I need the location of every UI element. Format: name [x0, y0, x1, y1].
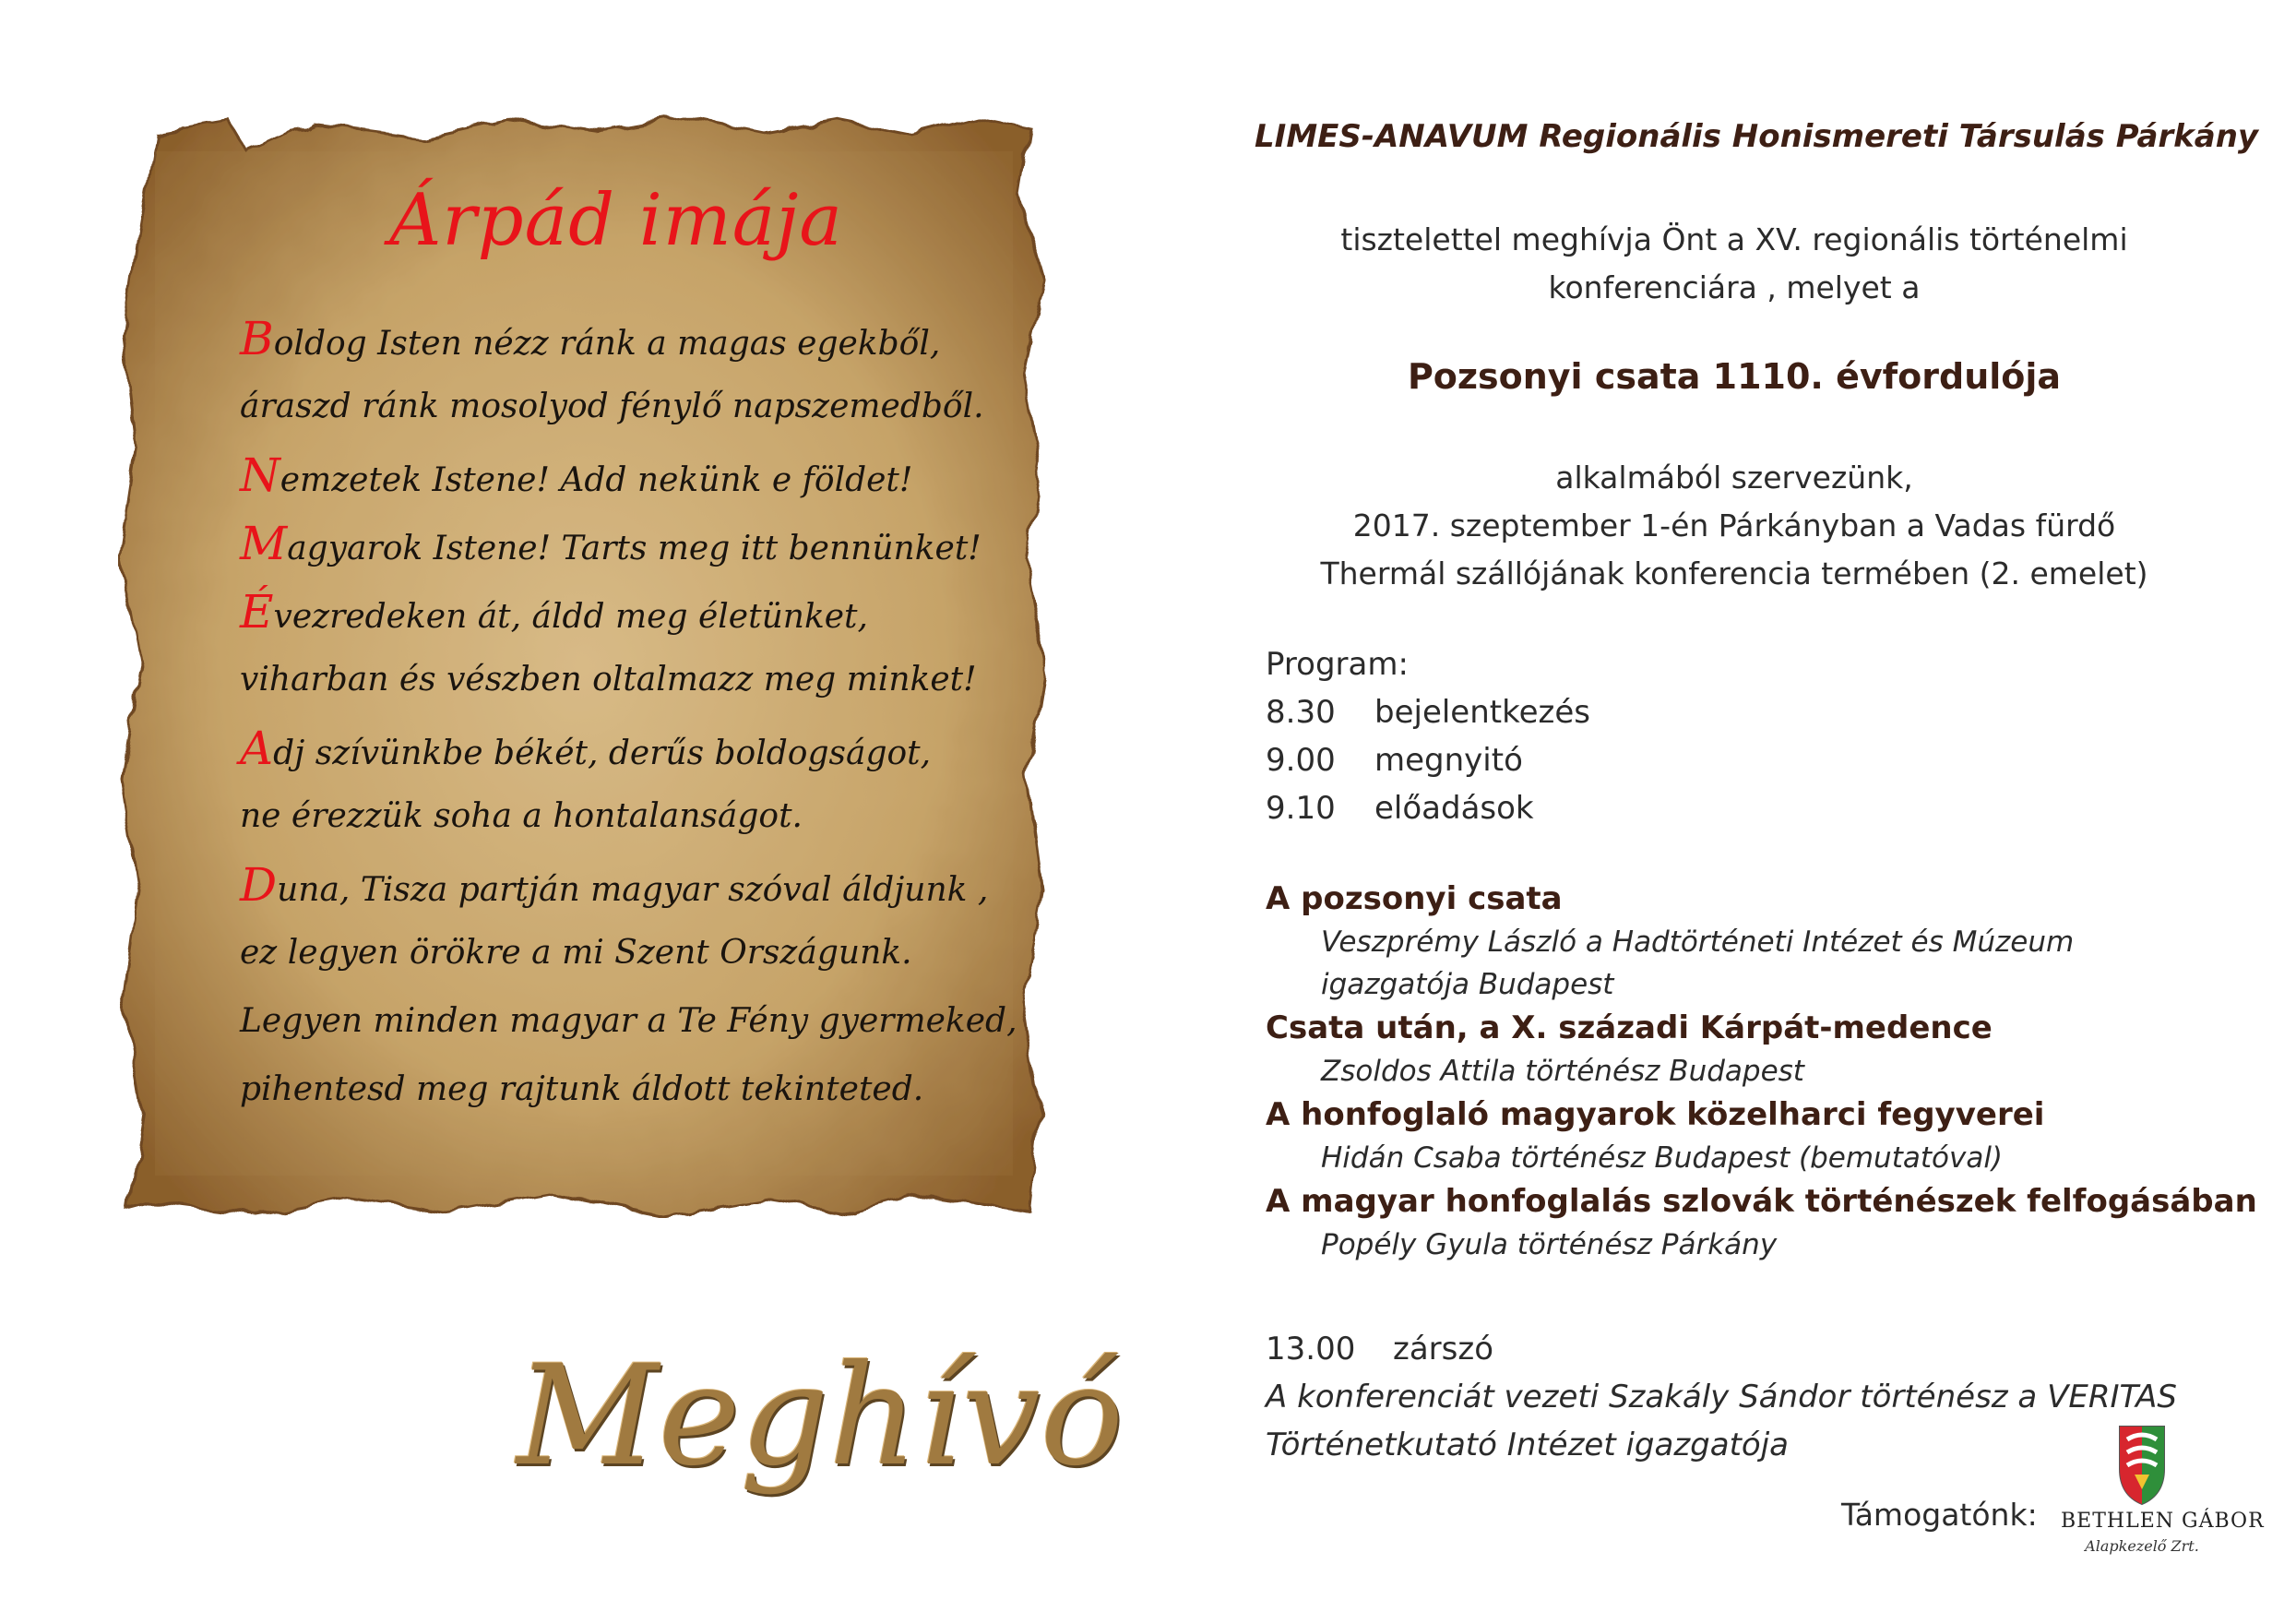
program-time: 9.10 — [1266, 790, 1336, 827]
chair-line: Történetkutató Intézet igazgatója — [1266, 1427, 1790, 1463]
event-title: Pozsonyi csata 1110. évfordulója — [1407, 356, 2062, 397]
poem-line-text: una, Tisza partján magyar szóval áldjunk , — [277, 871, 989, 909]
poem-initial: M — [240, 517, 288, 570]
poem-initial: B — [240, 312, 274, 365]
poem-line — [240, 373, 1033, 441]
program-item — [1266, 736, 1590, 784]
talk-title: Csata után, a X. századi Kárpát-medence — [1266, 1009, 1993, 1046]
poem-title: Árpád imája — [389, 179, 843, 262]
program-list — [1266, 640, 1590, 832]
poem-line-text: pihentesd meg rajtunk áldott tekinteted. — [240, 1070, 924, 1108]
poem-line — [240, 714, 1033, 782]
sponsor-logo — [2061, 1421, 2265, 1559]
talk-title: A honfoglaló magyarok közelharci fegyverei — [1266, 1096, 2045, 1133]
talk-speaker: Veszprémy László a Hadtörténeti Intézet és Múzeum — [1321, 925, 2075, 959]
poem-line-text: oldog Isten nézz ránk a magas egekből, — [273, 325, 941, 363]
poem-line — [240, 987, 1033, 1056]
poem-line — [240, 646, 1033, 714]
shield-icon — [2061, 1421, 2223, 1510]
poem-line-text: Legyen minden magyar a Te Fény gyermeked, — [240, 1002, 1017, 1040]
poem-initial: É — [240, 585, 274, 639]
poem-line-text: agyarok Istene! Tarts meg itt bennünket! — [287, 530, 981, 567]
poem-initial: D — [240, 858, 278, 912]
program-item — [1266, 688, 1590, 736]
invite-text — [1255, 216, 2214, 312]
talk-title: A pozsonyi csata — [1266, 880, 1563, 917]
poem-line — [240, 509, 1033, 578]
poem-line — [240, 919, 1033, 987]
poem-line-text: viharban és vészben oltalmazz meg minket! — [240, 661, 977, 699]
poem-line — [240, 782, 1033, 851]
occasion-line: 2017. szeptember 1-én Párkányban a Vadas fürdő — [1352, 508, 2116, 543]
program-time: 9.00 — [1266, 742, 1336, 779]
invitation-heading — [517, 1318, 1124, 1539]
occasion-line: Thermál szállójának konferencia termében (2. emelet) — [1320, 555, 2148, 591]
talk-title: A magyar honfoglalás szlovák történészek felfogásában — [1266, 1183, 2257, 1220]
closing-label: zárszó — [1393, 1331, 1494, 1367]
chair-line: A konferenciát vezeti Szakály Sándor történész a VERITAS — [1266, 1379, 2177, 1415]
invite-line: tisztelettel meghívja Önt a XV. regionális történelmi — [1340, 221, 2128, 257]
invitation-word: Meghívó — [517, 1336, 1124, 1497]
closing-item — [1266, 1325, 2177, 1373]
poem-line-text: ne érezzük soha a hontalanságot. — [240, 797, 803, 835]
sponsor-sub: Alapkezelő Zrt. — [2085, 1537, 2199, 1555]
poem-text — [240, 304, 1033, 1124]
talks-list — [1266, 877, 2262, 1266]
poem-line — [240, 1056, 1033, 1124]
occasion-text — [1255, 454, 2214, 598]
sponsor-name: BETHLEN GÁBOR — [2061, 1510, 2265, 1533]
poem-line-text: dj szívünkbe békét, derűs boldogságot, — [273, 734, 932, 772]
poem-line — [240, 304, 1033, 373]
poem-line-text: áraszd ránk mosolyod fénylő napszemedből. — [240, 388, 984, 425]
program-label: Program: — [1266, 646, 1409, 683]
talk-speaker: Popély Gyula történész Párkány — [1321, 1228, 1778, 1261]
program-time: 8.30 — [1266, 694, 1336, 731]
talk-speaker: Hidán Csaba történész Budapest (bemutatóval) — [1321, 1141, 2004, 1175]
parchment-poem — [118, 114, 1052, 1218]
poem-line — [240, 441, 1033, 509]
poem-line-text: vezredeken át, áldd meg életünket, — [273, 598, 868, 636]
poem-line-text: emzetek Istene! Add nekünk e földet! — [280, 461, 913, 499]
program-item-label: bejelentkezés — [1374, 694, 1590, 731]
poem-line — [240, 578, 1033, 646]
talk-speaker: Zsoldos Attila történész Budapest — [1321, 1055, 1804, 1088]
talk-speaker: igazgatója Budapest — [1321, 968, 1614, 1001]
sponsor-label: Támogatónk: — [1841, 1497, 2038, 1533]
occasion-line: alkalmából szervezünk, — [1555, 460, 1913, 496]
program-item-label: megnyitó — [1374, 742, 1523, 779]
closing-section — [1266, 1325, 2177, 1469]
poem-line-text: ez legyen örökre a mi Szent Országunk. — [240, 934, 912, 972]
poem-line — [240, 851, 1033, 919]
program-item — [1266, 784, 1590, 832]
invite-line: konferenciára , melyet a — [1548, 269, 1921, 305]
program-item-label: előadások — [1374, 790, 1534, 827]
closing-time: 13.00 — [1266, 1331, 1356, 1367]
poem-initial: A — [240, 722, 274, 775]
poem-initial: N — [240, 448, 280, 502]
organizer-name: LIMES-ANAVUM Regionális Honismereti Társulás Párkány — [1255, 118, 2259, 155]
